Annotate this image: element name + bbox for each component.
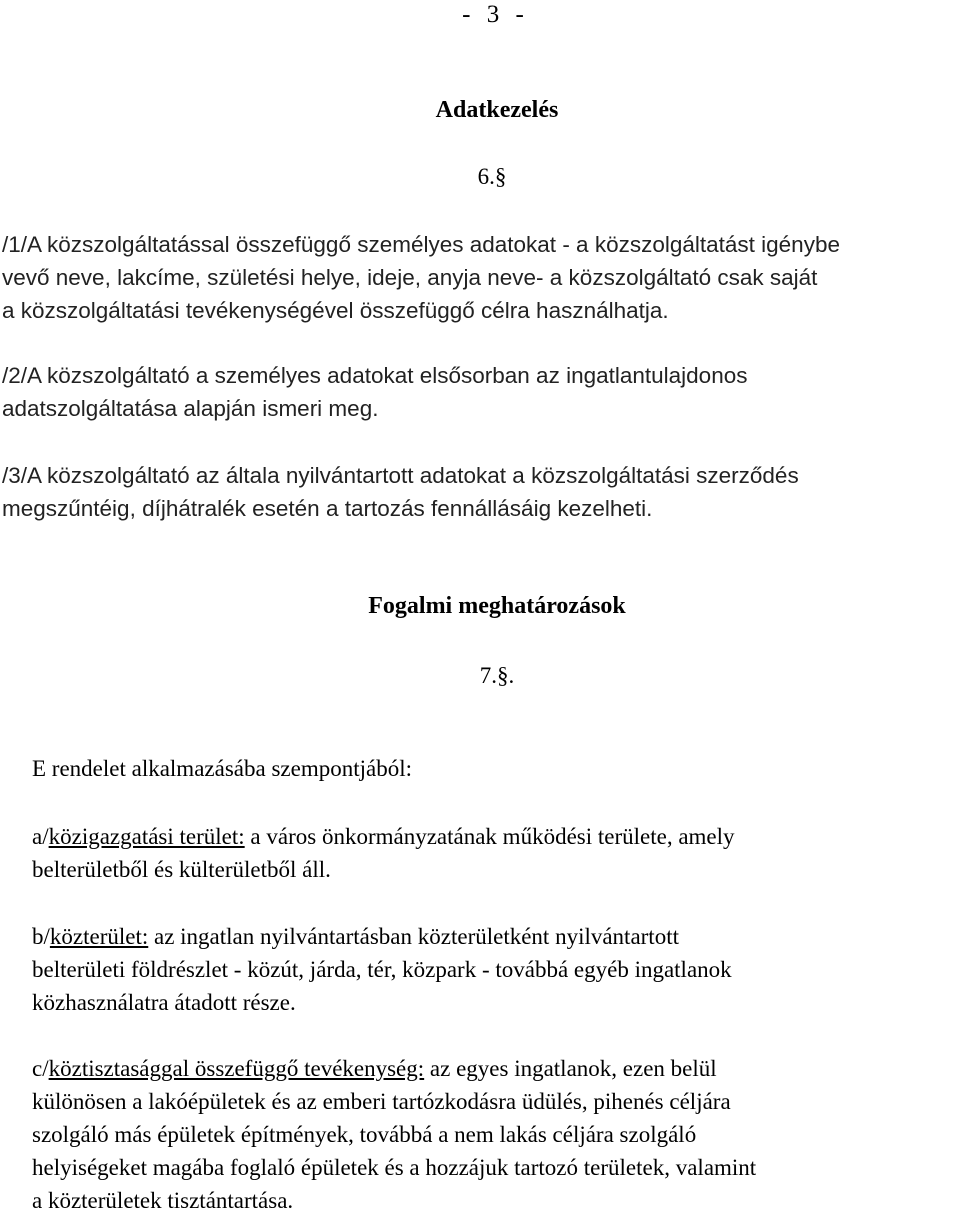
definition-c-text: az egyes ingatlanok, ezen belül [424, 1056, 717, 1081]
definition-b-text: az ingatlan nyilvántartásban közterületként nyilvántartott [148, 924, 679, 949]
definition-a [32, 820, 960, 886]
paragraph-2 [2, 359, 957, 425]
paragraph-1-line: /1/A közszolgáltatással összefüggő személyes adatokat - a közszolgáltatást igénybe [2, 232, 840, 257]
definition-b-line: közhasználatra átadott része. [32, 990, 296, 1015]
definition-b-line [32, 920, 960, 953]
definition-c-line: helyiségeket magába foglaló épületek és a hozzájuk tartozó területek, valamint [32, 1155, 757, 1180]
paragraph-3-line: megszűntéig, díjhátralék esetén a tartozás fennállásáig kezelheti. [2, 496, 653, 521]
definition-b-term: közterület: [49, 924, 149, 949]
paragraph-2-line: adatszolgáltatása alapján ismeri meg. [2, 396, 379, 421]
page-number: - 3 - [462, 1, 524, 28]
section-heading-fogalmi: Fogalmi meghatározások [368, 593, 626, 619]
section-heading-adatkezeles: Adatkezelés [435, 97, 559, 123]
definition-a-term: közigazgatási terület: [48, 824, 245, 849]
definition-c-term: köztisztasággal összefüggő tevékenység: [48, 1056, 425, 1081]
definition-b-line: belterületi földrészlet - közút, járda, tér, közpark - továbbá egyéb ingatlanok [32, 957, 732, 982]
definition-c-line [32, 1052, 960, 1085]
definition-b-prefix: b/ [32, 924, 50, 949]
definition-b [32, 920, 960, 1019]
definition-a-text: a város önkormányzatának működési területe, amely [244, 824, 735, 849]
definition-c-line: a közterületek tisztántartása. [32, 1188, 294, 1213]
definition-a-line: belterületből és külterületből áll. [32, 857, 331, 882]
definitions-intro: E rendelet alkalmazásába szempontjából: [32, 756, 412, 781]
definition-a-prefix: a/ [32, 824, 49, 849]
definition-c-line: szolgáló más épületek építmények, továbbá a nem lakás céljára szolgáló [32, 1122, 697, 1147]
definition-c-line: különösen a lakóépületek és az emberi tartózkodásra üdülés, pihenés céljára [32, 1089, 731, 1114]
paragraph-3 [2, 459, 957, 525]
paragraph-1-line: vevő neve, lakcíme, születési helye, ideje, anyja neve- a közszolgáltató csak saját [2, 265, 818, 290]
paragraph-1-line: a közszolgáltatási tevékenységével összefüggő célra használhatja. [2, 298, 669, 323]
paragraph-2-line: /2/A közszolgáltató a személyes adatokat elsősorban az ingatlantulajdonos [2, 363, 748, 388]
definition-c-prefix: c/ [32, 1056, 49, 1081]
paragraph-mark-6: 6.§ [477, 164, 507, 189]
definition-a-line [32, 820, 960, 853]
paragraph-3-line: /3/A közszolgáltató az általa nyilvántartott adatokat a közszolgáltatási szerződés [2, 463, 799, 488]
paragraph-mark-7: 7.§. [479, 663, 515, 688]
definition-c [32, 1052, 960, 1217]
paragraph-1 [2, 228, 957, 327]
